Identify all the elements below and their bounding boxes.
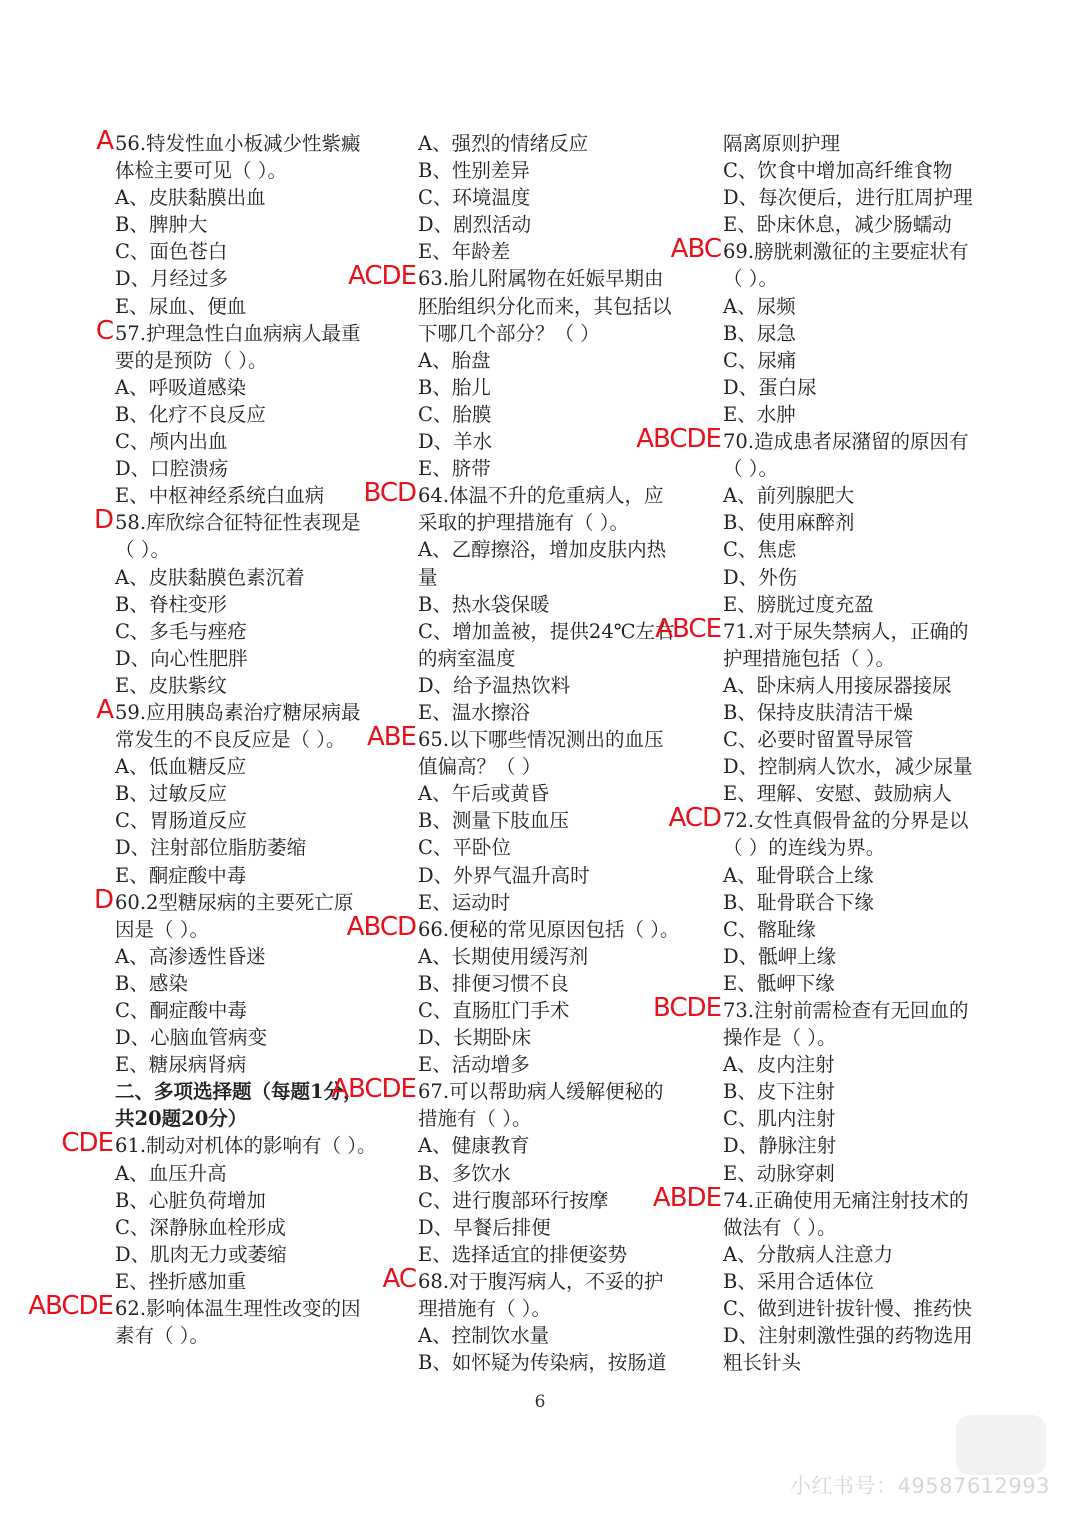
line-text: C、平卧位	[418, 836, 511, 860]
text-line	[115, 1105, 405, 1132]
handwritten-answer: C	[95, 315, 113, 346]
text-line	[115, 455, 405, 482]
text-line	[723, 591, 998, 618]
text-line	[418, 455, 703, 482]
text-line	[723, 211, 998, 238]
line-text: B、如怀疑为传染病，按肠道	[418, 1351, 667, 1375]
line-text: E、动脉穿刺	[723, 1161, 835, 1185]
text-line	[115, 1268, 405, 1295]
line-text: B、测量下肢血压	[418, 809, 569, 833]
text-line	[723, 265, 998, 292]
text-line	[418, 347, 703, 374]
line-text: D、注射刺激性强的药物选用	[723, 1324, 973, 1348]
text-line	[418, 211, 703, 238]
handwritten-answer: ABCD	[346, 911, 416, 942]
text-line	[418, 1132, 703, 1159]
line-text: B、化疗不良反应	[115, 402, 266, 426]
handwritten-answer: ABC	[670, 234, 721, 265]
text-line	[115, 1160, 405, 1187]
text-line	[723, 401, 998, 428]
line-text: D、外界气温升高时	[418, 863, 590, 887]
text-line	[363, 478, 703, 509]
watermark-logo-icon	[956, 1415, 1046, 1475]
text-line	[115, 943, 405, 970]
text-line	[723, 347, 998, 374]
line-text: 理措施有（ ）。	[418, 1297, 551, 1321]
text-line	[723, 970, 998, 997]
line-text: E、活动增多	[418, 1053, 530, 1077]
text-line	[115, 672, 405, 699]
line-text: D、月经过多	[115, 267, 229, 291]
text-line	[723, 157, 998, 184]
line-text: B、性别差异	[418, 159, 530, 183]
text-line	[115, 1214, 405, 1241]
line-text: B、多饮水	[418, 1161, 511, 1185]
text-line	[723, 1024, 998, 1051]
text-line	[115, 1241, 405, 1268]
handwritten-answer: ACD	[668, 803, 721, 834]
text-line	[723, 1268, 998, 1295]
line-text: A、控制饮水量	[418, 1324, 550, 1348]
line-text: 72.女性真假骨盆的分界是以	[723, 809, 969, 833]
line-text: B、使用麻醉剂	[723, 511, 855, 535]
text-line	[723, 780, 998, 807]
text-line	[115, 1187, 405, 1214]
line-text: B、耻骨联合下缘	[723, 890, 874, 914]
line-text: 措施有（ ）。	[418, 1107, 532, 1131]
text-line	[115, 184, 405, 211]
text-line	[418, 536, 703, 563]
line-text: D、静脉注射	[723, 1134, 837, 1158]
text-line	[366, 722, 703, 753]
line-text: 的病室温度	[418, 646, 516, 670]
text-line	[723, 1241, 998, 1268]
line-text: 59.应用胰岛素治疗糖尿病最	[115, 700, 361, 724]
line-text: 隔离原则护理	[723, 132, 841, 155]
line-text: A、胎盘	[418, 348, 491, 372]
line-text: （ ）。	[115, 538, 170, 562]
line-text: A、强烈的情绪反应	[418, 132, 589, 155]
text-line	[115, 834, 405, 861]
text-line	[418, 184, 703, 211]
line-text: 64.体温不升的危重病人，应	[418, 484, 664, 508]
text-line	[418, 943, 703, 970]
line-text: A、前列腺肥大	[723, 484, 855, 508]
text-line	[418, 1322, 703, 1349]
line-text: （ ）。	[723, 267, 778, 291]
line-text: A、皮内注射	[723, 1053, 835, 1077]
text-line	[723, 726, 998, 753]
text-line	[655, 613, 998, 645]
line-text: E、挫折感加重	[115, 1269, 247, 1293]
line-text: B、保持皮肤清洁干燥	[723, 700, 913, 724]
text-line	[418, 1295, 703, 1322]
line-text: B、过敏反应	[115, 782, 227, 806]
text-line	[418, 320, 703, 347]
line-text: 63.胎儿附属物在妊娠早期由	[418, 267, 664, 291]
line-text: 下哪几个部分？（ ）	[418, 321, 600, 345]
handwritten-answer: ABCDE	[28, 1291, 113, 1322]
line-text: C、髂耻缘	[723, 917, 816, 941]
line-text: E、选择适宜的排便姿势	[418, 1242, 628, 1266]
line-text: 量	[418, 565, 438, 589]
handwritten-answer: ABCDE	[331, 1074, 416, 1105]
line-text: 60.2型糖尿病的主要死亡原	[115, 890, 354, 914]
handwritten-answer: ABCDE	[636, 424, 721, 455]
text-line	[418, 889, 703, 916]
line-text: D、骶岬上缘	[723, 944, 837, 968]
line-text: E、卧床休息，减少肠蠕动	[723, 213, 952, 237]
line-text: E、尿血、便血	[115, 294, 247, 318]
text-line	[652, 1182, 998, 1214]
line-text: 70.造成患者尿潴留的原因有	[723, 430, 969, 454]
line-text: （ ）的连线为界。	[723, 836, 886, 860]
text-line	[418, 1349, 703, 1376]
text-line	[115, 970, 405, 997]
line-text: 71.对于尿失禁病人，正确的	[723, 619, 969, 643]
handwritten-answer: D	[93, 505, 113, 536]
line-text: D、给予温热饮料	[418, 673, 571, 697]
text-line	[723, 130, 998, 157]
text-line	[723, 943, 998, 970]
line-text: 二、多项选择题（每题1分，	[115, 1080, 363, 1104]
text-line	[115, 374, 405, 401]
line-text: E、运动时	[418, 890, 511, 914]
line-text: D、肌肉无力或萎缩	[115, 1242, 287, 1266]
line-text: 69.膀胱刺激征的主要症状有	[723, 240, 969, 264]
line-text: 68.对于腹泻病人，不妥的护	[418, 1269, 664, 1293]
line-text: 常发生的不良反应是（ ）。	[115, 728, 346, 752]
line-text: C、面色苍白	[115, 240, 228, 264]
text-line	[723, 293, 998, 320]
text-line	[115, 428, 405, 455]
text-line	[418, 1105, 703, 1132]
handwritten-answer: CDE	[61, 1128, 113, 1159]
text-line	[723, 1349, 998, 1376]
text-line	[348, 261, 703, 292]
column-right	[636, 130, 998, 1376]
text-line	[115, 726, 405, 753]
text-line	[115, 618, 405, 645]
text-line	[723, 699, 998, 726]
text-line	[723, 916, 998, 943]
text-line	[346, 911, 703, 943]
text-line	[653, 993, 998, 1024]
line-text: 58.库欣综合征特征性表现是	[115, 511, 361, 535]
line-text: D、长期卧床	[418, 1026, 532, 1050]
text-line	[723, 862, 998, 889]
handwritten-answer: A	[96, 694, 113, 725]
line-text: 胚胎组织分化而来，其包括以	[418, 294, 672, 318]
line-text: D、剧烈活动	[418, 213, 532, 237]
line-text: 粗长针头	[723, 1351, 802, 1375]
line-text: A、分散病人注意力	[723, 1242, 894, 1266]
line-text: E、皮肤紫纹	[115, 673, 227, 697]
line-text: C、酮症酸中毒	[115, 999, 247, 1022]
line-text: 67.可以帮助病人缓解便秘的	[418, 1080, 664, 1104]
text-line	[418, 130, 703, 157]
text-line	[723, 1132, 998, 1159]
text-line	[96, 126, 405, 157]
text-line	[723, 320, 998, 347]
line-text: B、感染	[115, 971, 188, 995]
line-text: A、卧床病人用接尿器接尿	[723, 673, 952, 697]
line-text: C、饮食中增加高纤维食物	[723, 159, 953, 183]
line-text: B、胎儿	[418, 375, 491, 399]
text-line	[723, 1078, 998, 1105]
text-line	[418, 645, 703, 672]
line-text: E、糖尿病肾病	[115, 1053, 247, 1077]
text-line	[723, 1214, 998, 1241]
line-text: C、多毛与痤疮	[115, 619, 247, 643]
text-line	[115, 157, 405, 184]
text-line	[115, 591, 405, 618]
text-line	[115, 482, 405, 509]
line-text: 74.正确使用无痛注射技术的	[723, 1188, 969, 1212]
handwritten-answer: A	[96, 126, 113, 156]
handwritten-answer: ABCE	[655, 613, 721, 644]
line-text: 体检主要可见（ ）。	[115, 159, 287, 183]
line-text: B、脾肿大	[115, 213, 208, 237]
text-line	[418, 753, 703, 780]
line-text: A、呼吸道感染	[115, 375, 247, 399]
line-text: 共20题20分）	[115, 1107, 248, 1131]
line-text: 66.便秘的常见原因包括（ ）。	[418, 917, 680, 941]
line-text: A、高渗透性昏迷	[115, 944, 266, 968]
line-text: 73.注射前需检查有无回血的	[723, 999, 969, 1022]
text-line	[115, 564, 405, 591]
line-text: A、健康教育	[418, 1134, 530, 1158]
text-line	[418, 1024, 703, 1051]
line-text: D、早餐后排便	[418, 1215, 551, 1239]
line-text: 采取的护理措施有（ ）。	[418, 511, 629, 535]
line-text: C、肌内注射	[723, 1107, 836, 1131]
line-text: E、水肿	[723, 402, 796, 426]
text-line	[115, 211, 405, 238]
line-text: C、深静脉血栓形成	[115, 1215, 286, 1239]
text-line	[115, 780, 405, 807]
line-text: 62.影响体温生理性改变的因	[115, 1297, 361, 1321]
text-line	[418, 834, 703, 861]
text-line	[670, 234, 998, 265]
line-text: D、羊水	[418, 430, 493, 454]
line-text: E、理解、安慰、鼓励病人	[723, 782, 952, 806]
line-text: C、颅内出血	[115, 430, 228, 454]
text-line	[418, 509, 703, 536]
text-line	[418, 374, 703, 401]
text-line	[723, 509, 998, 536]
line-text: D、蛋白尿	[723, 375, 817, 399]
handwritten-answer: ABDE	[652, 1182, 721, 1213]
handwritten-answer: D	[93, 884, 113, 915]
text-line	[115, 1322, 405, 1349]
handwritten-answer: BCDE	[653, 993, 721, 1023]
line-text: D、控制病人饮水，减少尿量	[723, 755, 973, 779]
text-line	[723, 834, 998, 861]
column-left	[28, 126, 405, 1349]
line-text: C、尿痛	[723, 348, 797, 372]
handwritten-answer: BCD	[363, 478, 416, 509]
line-text: B、皮下注射	[723, 1080, 835, 1104]
line-text: C、环境温度	[418, 186, 531, 210]
text-line	[723, 184, 998, 211]
text-line	[115, 1024, 405, 1051]
text-line	[28, 1291, 405, 1322]
text-line	[668, 803, 998, 834]
line-text: C、增加盖被，提供24℃左右	[418, 619, 675, 643]
text-line	[418, 807, 703, 834]
text-line	[418, 1241, 703, 1268]
text-line	[115, 753, 405, 780]
line-text: 值偏高？（ ）	[418, 755, 542, 779]
text-line	[723, 536, 998, 563]
handwritten-answer: ACDE	[348, 261, 416, 292]
line-text: B、脊柱变形	[115, 592, 227, 616]
handwritten-answer: AC	[382, 1263, 416, 1294]
line-text: （ ）。	[723, 457, 778, 481]
line-text: A、乙醇擦浴，增加皮肤内热	[418, 538, 667, 562]
text-line	[95, 315, 405, 347]
text-line	[723, 482, 998, 509]
text-line	[93, 505, 405, 536]
page-number: 6	[534, 1392, 546, 1412]
line-text: 做法有（ ）。	[723, 1215, 837, 1239]
text-line	[723, 1051, 998, 1078]
text-line	[115, 401, 405, 428]
line-text: B、采用合适体位	[723, 1269, 874, 1293]
text-line	[418, 1214, 703, 1241]
text-line	[723, 672, 998, 699]
line-text: A、血压升高	[115, 1161, 227, 1185]
line-text: B、尿急	[723, 321, 796, 345]
line-text: 61.制动对机体的影响有（ ）。	[115, 1134, 377, 1158]
line-text: E、酮症酸中毒	[115, 863, 247, 887]
line-text: 护理措施包括（ ）。	[723, 646, 895, 670]
text-line	[723, 1295, 998, 1322]
line-text: A、午后或黄昏	[418, 782, 550, 806]
text-line	[115, 807, 405, 834]
line-text: D、每次便后，进行肛周护理	[723, 186, 973, 210]
line-text: B、心脏负荷增加	[115, 1188, 266, 1212]
text-line	[723, 753, 998, 780]
text-line	[115, 293, 405, 320]
line-text: 65.以下哪些情况测出的血压	[418, 728, 664, 752]
line-text: A、皮肤黏膜出血	[115, 186, 266, 210]
line-text: A、尿频	[723, 294, 796, 318]
line-text: E、骶岬下缘	[723, 971, 835, 995]
text-line	[723, 564, 998, 591]
line-text: 因是（ ）。	[115, 917, 209, 941]
line-text: D、口腔溃疡	[115, 457, 229, 481]
line-text: E、脐带	[418, 457, 491, 481]
text-line	[418, 862, 703, 889]
text-line	[723, 1160, 998, 1187]
text-line	[331, 1074, 703, 1105]
text-line	[723, 1322, 998, 1349]
line-text: 56.特发性血小板减少性紫癜	[115, 132, 361, 155]
line-text: 要的是预防（ ）。	[115, 348, 268, 372]
handwritten-answer: ABE	[366, 722, 416, 753]
text-line	[382, 1263, 703, 1295]
line-text: C、焦虑	[723, 538, 797, 562]
text-line	[418, 564, 703, 591]
text-line	[723, 455, 998, 482]
text-line	[418, 293, 703, 320]
text-line	[418, 780, 703, 807]
line-text: A、长期使用缓泻剂	[418, 944, 589, 968]
line-text: A、皮肤黏膜色素沉着	[115, 565, 305, 589]
text-line	[418, 672, 703, 699]
text-line	[418, 157, 703, 184]
line-text: C、必要时留置导尿管	[723, 728, 914, 752]
watermark-text: 小红书号：49587612993	[790, 1474, 1050, 1498]
line-text: D、向心性肥胖	[115, 646, 248, 670]
line-text: B、排便习惯不良	[418, 971, 569, 995]
line-text: C、胎膜	[418, 402, 492, 426]
text-line	[723, 645, 998, 672]
line-text: A、低血糖反应	[115, 755, 247, 779]
line-text: 素有（ ）。	[115, 1324, 209, 1348]
text-line	[418, 699, 703, 726]
line-text: E、年龄差	[418, 240, 511, 264]
line-text: B、热水袋保暖	[418, 592, 550, 616]
line-text: D、注射部位脂肪萎缩	[115, 836, 307, 860]
text-line	[418, 1051, 703, 1078]
line-text: E、膀胱过度充盈	[723, 592, 874, 616]
line-text: C、做到进针拔针慢、推药快	[723, 1297, 972, 1321]
line-text: E、中枢神经系统白血病	[115, 484, 325, 508]
text-line	[61, 1128, 405, 1159]
text-line	[115, 347, 405, 374]
line-text: C、进行腹部环行按摩	[418, 1188, 609, 1212]
text-line	[418, 238, 703, 265]
text-line	[115, 645, 405, 672]
text-line	[115, 536, 405, 563]
text-line	[115, 997, 405, 1024]
text-line	[723, 374, 998, 401]
text-line	[96, 694, 405, 726]
line-text: D、外伤	[723, 565, 798, 589]
line-text: A、耻骨联合上缘	[723, 863, 874, 887]
text-line	[723, 889, 998, 916]
text-line	[115, 862, 405, 889]
line-text: C、直肠肛门手术	[418, 999, 570, 1022]
line-text: C、胃肠道反应	[115, 809, 247, 833]
line-text: D、心脑血管病变	[115, 1026, 268, 1050]
line-text: 操作是（ ）。	[723, 1026, 837, 1050]
text-line	[636, 424, 998, 455]
line-text: 57.护理急性白血病病人最重	[115, 321, 361, 345]
line-text: E、温水擦浴	[418, 700, 530, 724]
text-line	[723, 1105, 998, 1132]
